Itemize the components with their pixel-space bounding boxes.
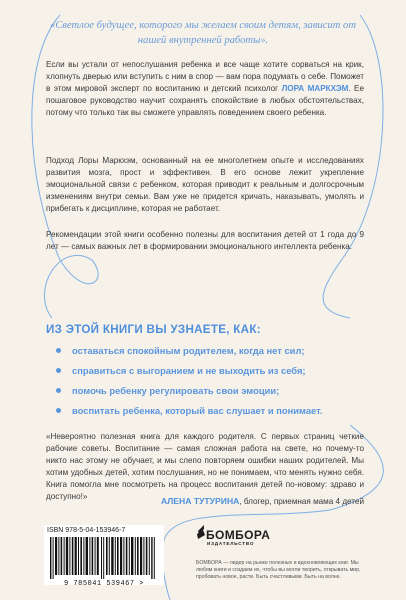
list-item-text: помочь ребенку регулировать свои эмоции;: [72, 385, 280, 396]
list-item-text: оставаться спокойным родителем, когда нет сил;: [72, 345, 305, 356]
bullet-icon: [56, 368, 61, 373]
publisher-logo-subtitle: ИЗДАТЕЛЬСТВО: [207, 541, 255, 546]
epigraph-quote: «Светлое будущее, которого мы желаем своим детям, зависит от нашей внутренней работы».: [50, 20, 356, 46]
bullet-icon: [56, 388, 61, 393]
barcode-icon: [50, 537, 158, 579]
approach-paragraph: Подход Лоры Маркхэм, основанный на ее многолетнем опыте и исследованиях развития мозга, прост и эффективен. В его основе лежит укрепление эмоциональной связи с ребенком, которая приводит к реальным и долгосрочным изменениям внутри семьи. Вам уже не придется кричать, наказывать, умолять и прибегать к дисциплине, которая не работает.: [46, 156, 364, 213]
list-item-text: воспитать ребенка, который вас слушает и понимает.: [72, 405, 323, 416]
publisher-logo-name: БОМБОРА: [206, 528, 271, 542]
reviewer-signature: [46, 496, 364, 506]
isbn-label: ISBN 978-5-04-153946-7: [47, 527, 126, 534]
intro-paragraph: [46, 59, 364, 119]
list-item: [56, 404, 376, 417]
publisher-description: БОМБОРА — лидер на рынке полезных и вдохновляющих книг. Мы любим книги и создаем их, чтобы вы могли творить, открывать мир, пробовать новое, расти. Быть счастливыми. Быть на волне.: [196, 560, 361, 580]
reviewer-name: АЛЕНА ТУТУРИНА: [160, 496, 240, 506]
benefits-list: [56, 344, 376, 424]
intro-text-start: Если вы устали от непослушания ребенка и все чаще хотите сорваться на крик, хлопнуть дверью или вступить с ним в спор — вам пора подумать о себе. Поможет в этом мировой эксперт по воспитанию и детский психолог: [46, 60, 364, 93]
author-name: ЛОРА МАРКХЭМ: [281, 84, 349, 93]
bullet-icon: [56, 348, 61, 353]
reviewer-role: , блогер, приемная мама 4 детей: [239, 497, 364, 506]
barcode-number: 9 785041 539467 >: [64, 580, 144, 588]
recommendation-paragraph: Рекомендации этой книги особенно полезны для воспитания детей от 1 года до 9 лет — самых важных лет в формировании эмоционального интеллекта ребенка.: [46, 230, 364, 251]
list-item: [56, 364, 376, 377]
list-item: [56, 384, 376, 397]
review-quote: «Невероятно полезная книга для каждого родителя. С первых страниц четкие рабочие советы. Воспитание — самая сложная работа на свете, но почему-то никто нас этому не обучает, и мы слепо повторяем ошибки наших родителей. Мы хотим удобных детей, хотим послушания, но не понимаем, что менять нужно себя. Книга помогла мне посмотреть на процесс воспитания детей по-новому: здраво и доступно!»: [46, 432, 364, 501]
list-item-text: справиться с выгоранием и не выходить из себя;: [72, 365, 306, 376]
list-item: [56, 344, 376, 357]
intro-text-end: . Ее пошаговое руководство научит сохранять спокойствие в любых обстоятельствах, потому что только так вы сможете управлять поведением своего ребенка.: [46, 84, 364, 117]
bullet-icon: [56, 408, 61, 413]
section-title: ИЗ ЭТОЙ КНИГИ ВЫ УЗНАЕТЕ, КАК:: [46, 323, 261, 336]
